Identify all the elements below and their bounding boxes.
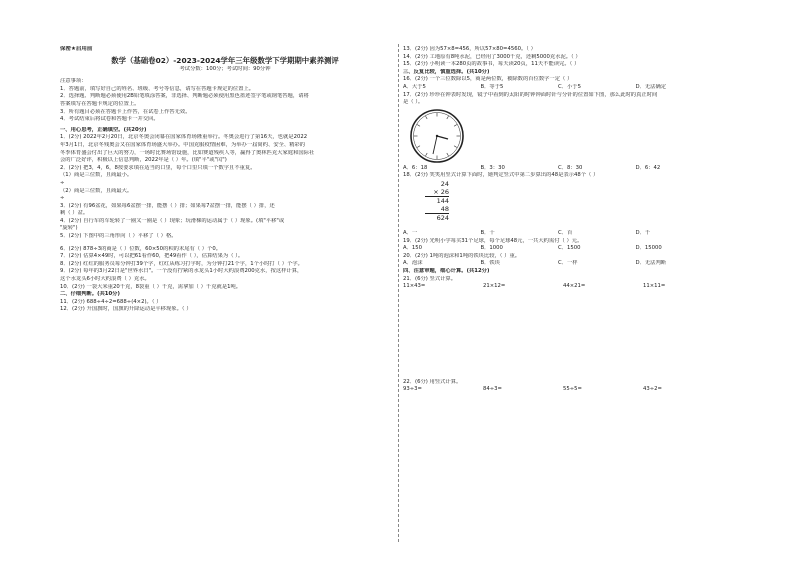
option-d[interactable]: D．无法判断 bbox=[635, 260, 667, 267]
product: 624 bbox=[425, 213, 449, 222]
division-symbol: ÷ bbox=[60, 179, 65, 186]
question-line: 6．(2分) 878÷3的商是（ ）位数，60×50的积的末尾有（ ）个0。 bbox=[60, 245, 222, 252]
calc-item: 21×12= bbox=[483, 283, 506, 290]
option-a[interactable]: A．泡沫 bbox=[403, 260, 423, 267]
question-line: 年3月1日，北京冬残奥会又在国家体育场盛大举办。中国克服疫情困难，为举办一届简约、安全、精彩的 bbox=[60, 141, 306, 148]
option-a[interactable]: A．大于5 bbox=[403, 83, 426, 90]
exam-title: 数学（基础卷02）-2023-2024学年三年级数学下学期期中素养测评 bbox=[111, 55, 339, 65]
option-a[interactable]: A．6：18 bbox=[403, 164, 428, 171]
question-line: 12．(2分) 升国旗时，国旗的升降运动是平移现象。（ ） bbox=[60, 306, 192, 313]
calc-item: 84÷3= bbox=[483, 386, 502, 393]
question-line: 19．(2分) 光明小学每买31个足球，每个足球48元，一共大约需付（ ）元。 bbox=[403, 237, 583, 244]
option-c[interactable]: C．1500 bbox=[558, 245, 581, 252]
question-line: 2．(2分) 把3，4，6，8按要求填在适当的口里，每个口里只填一个数字且不重复。 bbox=[60, 164, 256, 171]
option-a[interactable]: A．一 bbox=[403, 229, 418, 236]
option-c[interactable]: C．8：30 bbox=[558, 164, 583, 171]
question-line: 18．(2分) 笑笑用竖式计算下面时，她判定竖式中第二步算出的48是表示48个（ ） bbox=[403, 172, 599, 179]
multiplicand: 24 bbox=[440, 179, 449, 188]
q19-options bbox=[403, 245, 713, 253]
option-d[interactable]: D．千 bbox=[635, 229, 651, 236]
section-heading: 二、仔细判断。(共10分) bbox=[60, 291, 120, 298]
section-heading: 三、反复比较，慎重选择。(共10分) bbox=[403, 68, 490, 75]
calc-item: 55÷5= bbox=[563, 386, 582, 393]
q18-options bbox=[403, 230, 713, 238]
question-line: 16．(2分) 一个三位数除以5，商是两位数，被除数的百位数字一定（ ） bbox=[403, 76, 573, 83]
note-item: 3．所有题目必须在答题卡上作答，在试卷上作答无效。 bbox=[60, 108, 191, 115]
question-line: 10．(2分) 一袋大米重20千克，8袋重（ ）千克，需拿加（ ）千克就是1吨。 bbox=[60, 283, 242, 290]
option-b[interactable]: B．等于5 bbox=[480, 83, 504, 90]
secret-label: 保密★启用前 bbox=[60, 46, 93, 52]
right-column bbox=[403, 46, 733, 394]
note-item: 1．答题前，填写好自己的姓名、班级、考号等信息，请写在答题卡规定的位置上。 bbox=[60, 85, 255, 92]
exam-info: 考试分数：100分；考试时间：90分钟 bbox=[179, 65, 271, 72]
option-a[interactable]: A．150 bbox=[403, 245, 423, 252]
question-line: 22．(6分) 用竖式计算。 bbox=[403, 378, 462, 385]
division-symbol: ÷ bbox=[60, 195, 65, 202]
option-b[interactable]: B．3：30 bbox=[480, 164, 505, 171]
option-b[interactable]: B．1000 bbox=[480, 245, 503, 252]
option-c[interactable]: C．一样 bbox=[558, 260, 578, 267]
question-line: 4．(2分) 自行车的车轮转了一圈又一圈是（ ）现象；玩滑梯的运动属于（ ）现象。(填"平移"或 bbox=[60, 217, 285, 224]
option-d[interactable]: D．15000 bbox=[635, 245, 662, 252]
question-line: 17．(2分) 珍珍在钟表时发现，镜子中看到的太阳的时钟钟面时针与分针的位置如下图，那么此时的真正时间 bbox=[403, 91, 658, 98]
option-c[interactable]: C．小于5 bbox=[558, 83, 581, 90]
calc-item: 11×43= bbox=[403, 283, 426, 290]
q22-calculations bbox=[403, 386, 723, 394]
question-line: 11．(2分) 688÷4÷2=688÷(4×2)。（ ） bbox=[60, 298, 162, 305]
question-line: 是（ ）。 bbox=[403, 99, 424, 106]
note-item: 2．选择题、判断题必须使用2B铅笔填涂答案，非选择、判断题必须使用黑色墨迹签字笔或钢笔答题，请将 bbox=[60, 93, 309, 100]
question-line: （2）商是三位数，且商最大。 bbox=[60, 187, 133, 194]
question-line: 15．(2分) 小明读一本280页的故事书，每天读20页，11天不能读完。（ ） bbox=[403, 61, 580, 68]
question-line: "旋转") bbox=[60, 225, 78, 232]
note-item: 答案填写在答题卡规定的位置上。 bbox=[60, 100, 140, 107]
question-line: 8．(2分) 红红的服务员每分钟打39个字，红红从练习打字时，为分钟打21个字，1个小时打（ ）个字。 bbox=[60, 260, 303, 267]
left-column bbox=[60, 46, 390, 314]
section-heading: 四、注意审题，细心计算。(共12分) bbox=[403, 267, 490, 274]
question-line: 21．(6分) 竖式计算。 bbox=[403, 275, 457, 282]
question-line: 1．(2分) 2022年2月20日，北京冬奥会闭幕在国家体育场隆重举行。冬奥会进行了第16天，也就是2022 bbox=[60, 134, 308, 141]
option-c[interactable]: C．百 bbox=[558, 229, 573, 236]
calc-item: 44×21= bbox=[563, 283, 586, 290]
question-line: 9．(2分) 每年的3月22日是"世界水日"。一个没有拧紧的水龙头1小时大约浪费200克水，按这样计算， bbox=[60, 268, 303, 275]
calc-item: 11×11= bbox=[643, 283, 666, 290]
question-line: 14．(2分) 工地原有8吨水泥，已经用了3000千克，还剩5000克水泥。（ ） bbox=[403, 53, 581, 60]
triangle-figure-icon bbox=[80, 0, 81, 1]
option-d[interactable]: D．6：42 bbox=[635, 164, 661, 171]
question-line: 剩（ ）盆。 bbox=[60, 210, 89, 217]
calc-item: 43÷2= bbox=[643, 386, 662, 393]
note-item: 4．考试结束后将试卷和答题卡一并交回。 bbox=[60, 116, 159, 123]
option-d[interactable]: D．无法确定 bbox=[635, 83, 667, 90]
question-line: 7．(2分) 估算4×49时，可以把61看作60，把49看作（ ），估算结果为（ ）。 bbox=[60, 253, 244, 260]
q20-options bbox=[403, 260, 713, 268]
question-line: 5．(2分) 下图中的三角形向（ ）平移了（ ）格。 bbox=[60, 233, 177, 240]
q16-options bbox=[403, 84, 713, 92]
section-heading: 一、用心思考，正确填空。(共20分) bbox=[60, 126, 147, 133]
question-line: 这个水龙头6小时大约浪费（ ）克水。 bbox=[60, 276, 150, 283]
question-line: 冬季体育盛会付出了巨大的努力，一场时比赛场馆设施，比如赛道残疾人等，赢得了奥林匹克大家庭和国际社 bbox=[60, 149, 315, 156]
multiplier: × 26 bbox=[433, 187, 449, 196]
question-line: 13．(2分) 因为57×8=456，所以57×80=4560。（ ） bbox=[403, 46, 536, 52]
question-line: （1）商是三位数，且商最小。 bbox=[60, 172, 133, 179]
q17-options bbox=[403, 165, 713, 173]
question-line: 20．(2分) 1吨的泡沫和1吨的铁块比较，（ ）重。 bbox=[403, 252, 521, 259]
question-line: 3．(2分) 有96盆花，如果每6盆摆一排，能摆（ ）排；如果每7盆摆一排，能摆（ ）排，还 bbox=[60, 202, 275, 209]
partial-product-1: 144 bbox=[425, 196, 449, 205]
option-b[interactable]: B．十 bbox=[480, 229, 495, 236]
clock-icon bbox=[407, 107, 467, 165]
option-b[interactable]: B．铁块 bbox=[480, 260, 501, 267]
calc-item: 93÷3= bbox=[403, 386, 422, 393]
column-divider bbox=[398, 44, 399, 542]
question-line: 会的广泛好评，积极以上信息判断，2022年是（ ）年。(填"平"或"闰") bbox=[60, 157, 227, 164]
notes-heading: 注意事项： bbox=[60, 78, 87, 85]
partial-product-2: 48 bbox=[440, 204, 449, 213]
clock-figure bbox=[403, 107, 733, 165]
vertical-multiplication bbox=[403, 180, 733, 230]
q21-calculations bbox=[403, 283, 723, 291]
